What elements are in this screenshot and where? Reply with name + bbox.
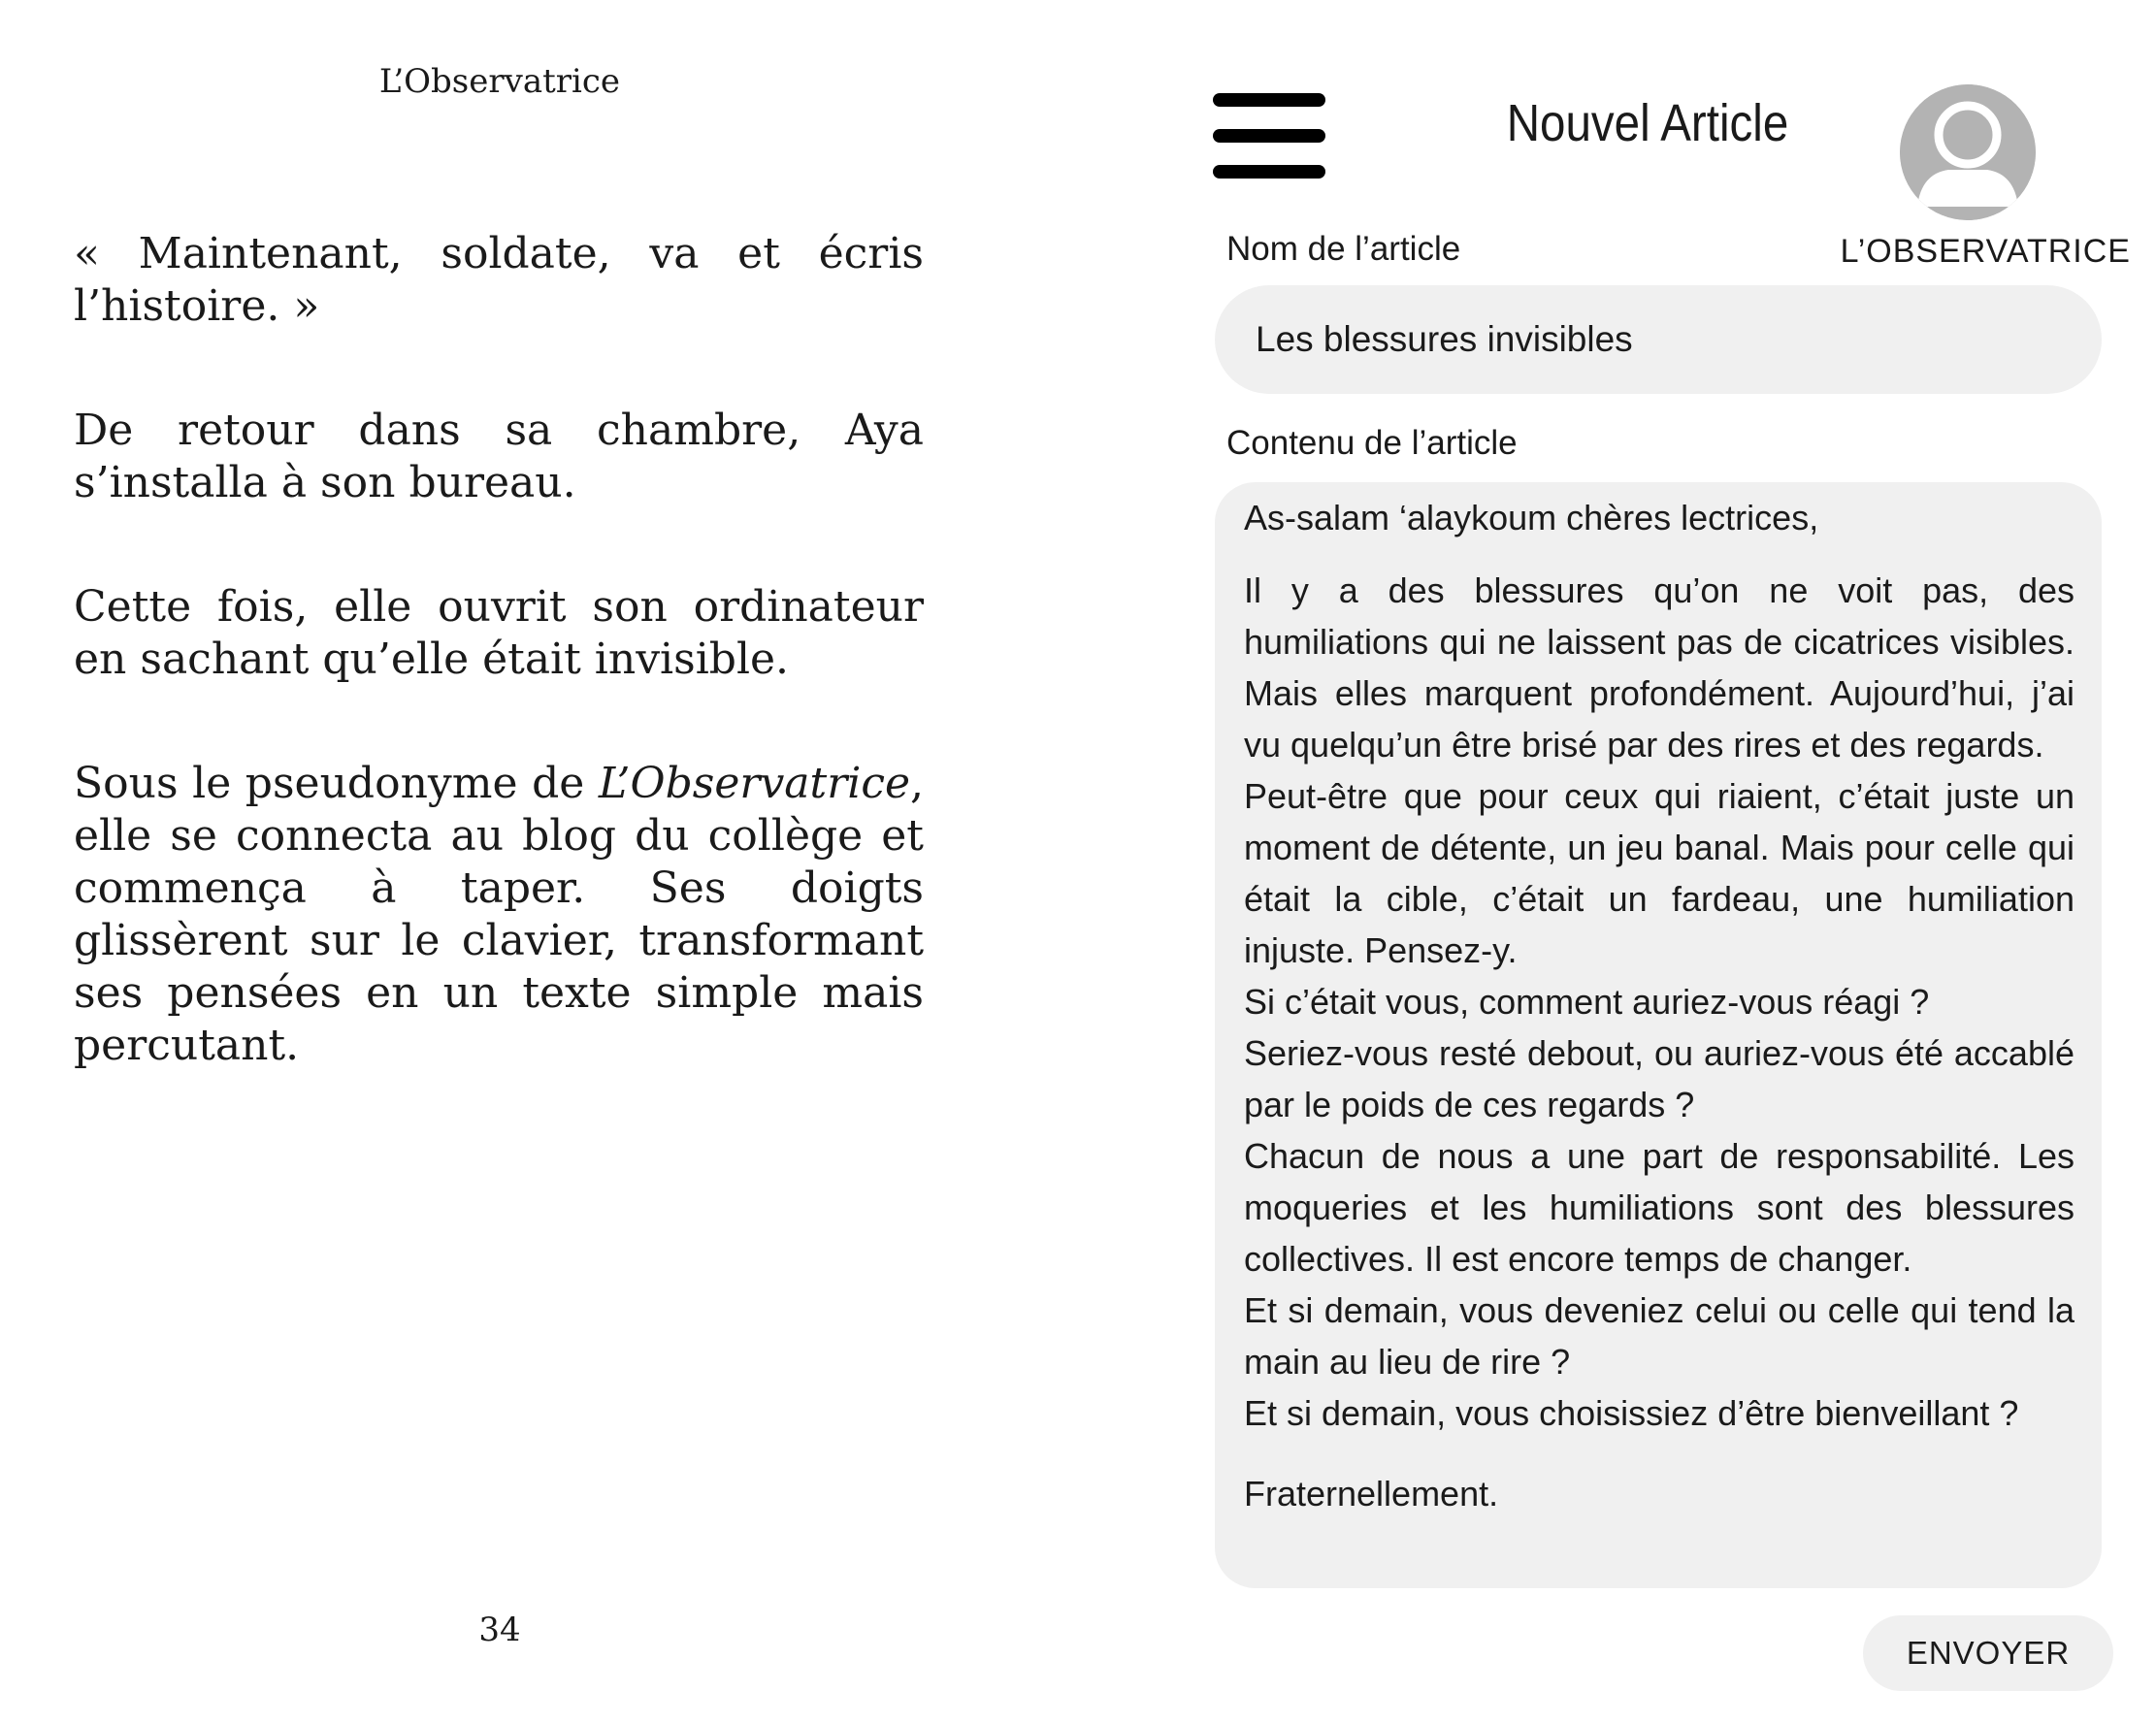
content-closing: Fraternellement. [1244,1474,1499,1513]
page-number: 34 [478,1611,521,1649]
content-line: Il y a des blessures qu’on ne voit pas, des humiliations qui ne laissent pas de cicatrices visibles. Mais elles marquent profondément. Aujourd’hui, j’ai vu quelqu’un être brisé par des rires et des regards. [1244,570,2074,765]
book-paragraph: De retour dans sa chambre, Aya s’installa à son bureau. [74,406,924,507]
send-button[interactable]: ENVOYER [1863,1615,2113,1691]
article-title-input[interactable]: Les blessures invisibles [1215,285,2102,394]
book-paragraph: Cette fois, elle ouvrit son ordinateur en sachant qu’elle était invisible. [74,582,924,684]
book-paragraph: « Maintenant, soldate, va et écris l’histoire. » [74,229,924,331]
content-line: Chacun de nous a une part de responsabilité. Les moqueries et les humiliations sont des blessures collectives. Il est encore temps de changer. [1244,1136,2074,1279]
pseudonym: L’Observatrice [598,759,910,808]
author-name: L’OBSERVATRICE [1840,233,2131,270]
content-line: Peut-être que pour ceux qui riaient, c’était juste un moment de détente, un jeu banal. Mais pour celle qui était la cible, c’était un fardeau, une humiliation injuste. Pensez-y. [1244,776,2074,970]
page-title: Nouvel Article [1506,94,1789,152]
article-content-label: Contenu de l’article [1226,424,1518,462]
article-title-label: Nom de l’article [1226,230,1461,268]
paragraph-text: , elle se connecta au blog du collège et commença à taper. Ses doigts glissèrent sur le clavier, transformant ses pensées en un texte simple mais percutant. [74,759,924,1070]
content-line: Et si demain, vous choisissiez d’être bienveillant ? [1244,1393,2019,1433]
content-greeting: As-salam ‘alaykoum chères lectrices, [1244,498,1819,537]
running-head: L’Observatrice [378,62,621,101]
new-article-screen [1203,0,2156,1725]
hamburger-menu-icon[interactable] [1213,93,1325,179]
content-line: Et si demain, vous deveniez celui ou celle qui tend la main au lieu de rire ? [1244,1290,2074,1382]
content-line: Seriez-vous resté debout, ou auriez-vous été accablé par le poids de ces regards ? [1244,1033,2074,1124]
paragraph-text: Sous le pseudonyme de [74,759,599,808]
book-paragraph [74,758,924,1072]
user-avatar-icon[interactable] [1900,84,2036,220]
book-body [74,228,924,1144]
article-content-textarea[interactable] [1215,482,2102,1588]
content-line: Si c’était vous, comment auriez-vous réagi ? [1244,982,1930,1022]
